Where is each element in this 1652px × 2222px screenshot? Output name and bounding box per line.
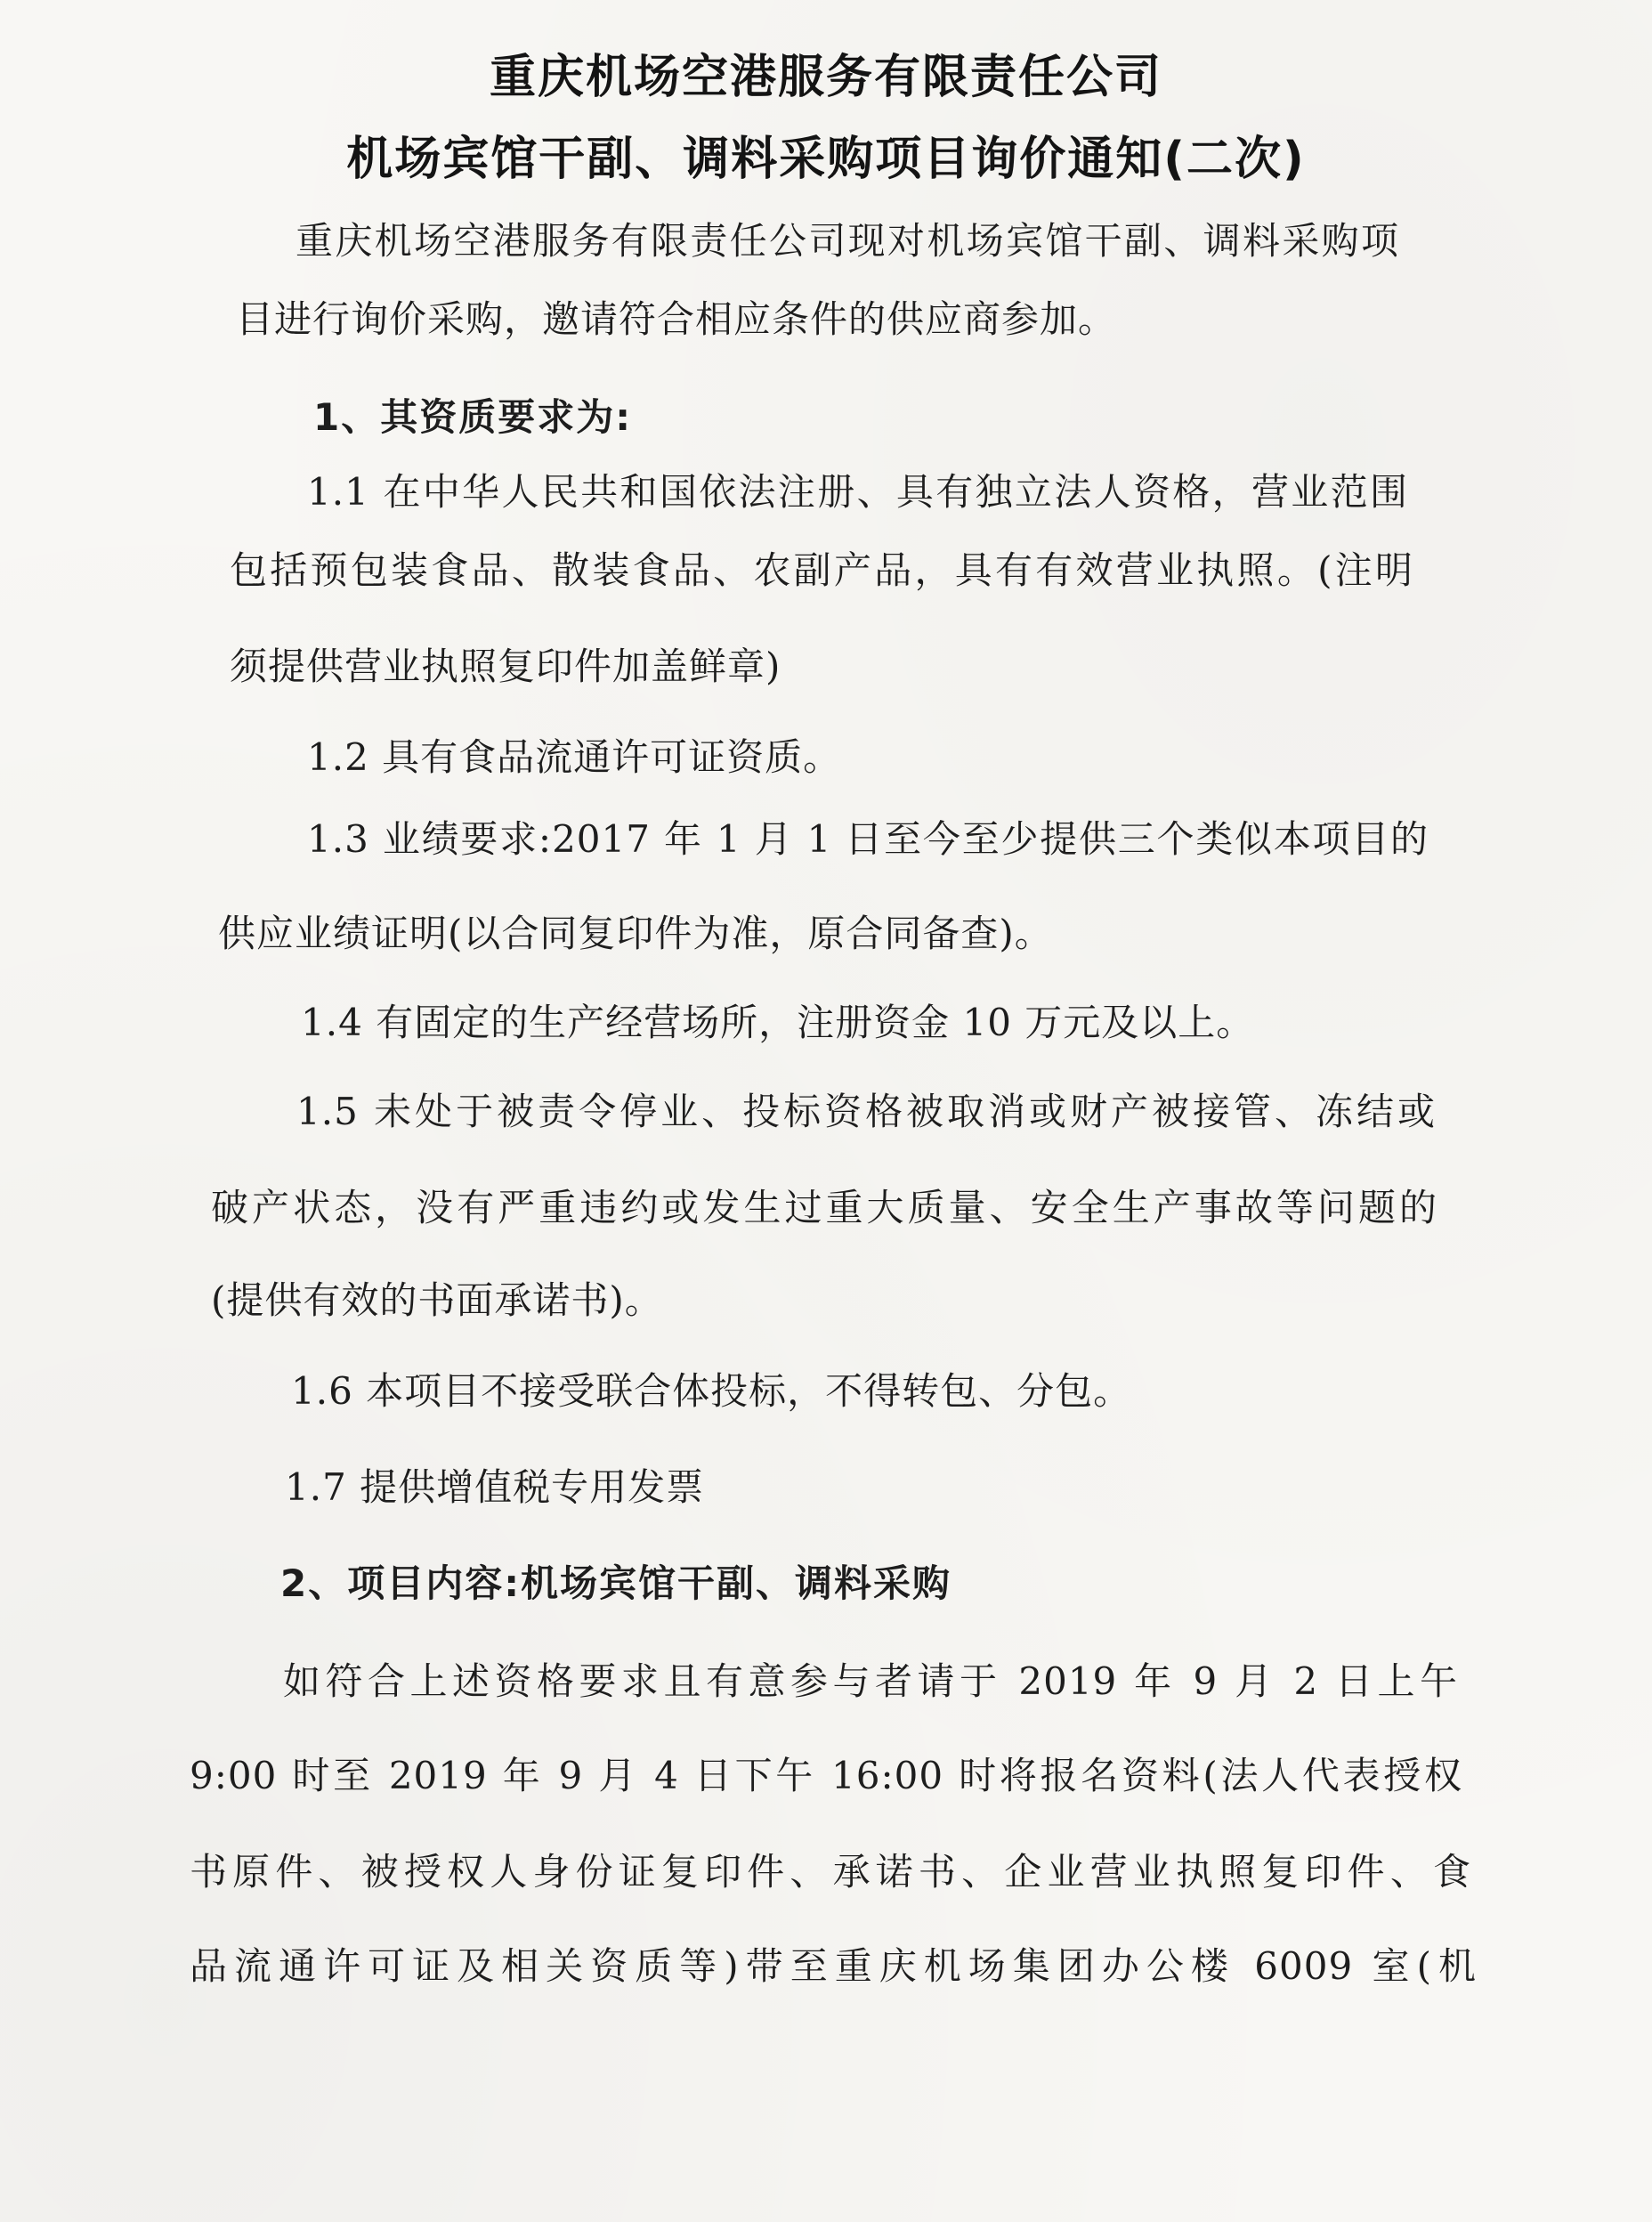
notice-title: 机场宾馆干副、调料采购项目询价通知(二次) xyxy=(346,133,1306,186)
section-2-line-2: 9:00 时至 2019 年 9 月 4 日下午 16:00 时将报名资料(法人代表授权 xyxy=(190,1754,1462,1797)
item-1-3-line-1: 1.3 业绩要求:2017 年 1 月 1 日至今至少提供三个类似本项目的 xyxy=(307,817,1429,861)
intro-line-1: 重庆机场空港服务有限责任公司现对机场宾馆干副、调料采购项 xyxy=(296,219,1399,263)
item-1-5-line-1: 1.5 未处于被责令停业、投标资格被取消或财产被接管、冻结或 xyxy=(296,1090,1436,1133)
item-1-5-line-3: (提供有效的书面承诺书)。 xyxy=(211,1278,663,1322)
item-1-2: 1.2 具有食品流通许可证资质。 xyxy=(307,735,842,779)
section-2-line-1: 如符合上述资格要求且有意参与者请于 2019 年 9 月 2 日上午 xyxy=(283,1659,1458,1703)
section-2-line-4: 品流通许可证及相关资质等)带至重庆机场集团办公楼 6009 室(机 xyxy=(190,1944,1477,1988)
company-title: 重庆机场空港服务有限责任公司 xyxy=(489,51,1162,104)
section-2-line-3: 书原件、被授权人身份证复印件、承诺书、企业营业执照复印件、食 xyxy=(190,1850,1471,1894)
item-1-5-line-2: 破产状态，没有严重违约或发生过重大质量、安全生产事故等问题的 xyxy=(211,1186,1437,1229)
item-1-1-line-3: 须提供营业执照复印件加盖鲜章) xyxy=(230,645,781,688)
item-1-6: 1.6 本项目不接受联合体投标，不得转包、分包。 xyxy=(291,1369,1132,1413)
intro-line-2: 目进行询价采购，邀请符合相应条件的供应商参加。 xyxy=(236,297,1117,341)
section-1-heading: 1、其资质要求为: xyxy=(313,395,633,439)
item-1-7: 1.7 提供增值税专用发票 xyxy=(285,1465,705,1509)
item-1-4: 1.4 有固定的生产经营场所，注册资金 10 万元及以上。 xyxy=(301,1001,1255,1044)
item-1-1-line-2: 包括预包装食品、散装食品、农副产品，具有有效营业执照。(注明 xyxy=(230,548,1413,592)
section-2-heading: 2、项目内容:机场宾馆干副、调料采购 xyxy=(280,1561,952,1605)
item-1-3-line-2: 供应业绩证明(以合同复印件为准，原合同备查)。 xyxy=(218,912,1053,955)
item-1-1-line-1: 1.1 在中华人民共和国依法注册、具有独立法人资格，营业范围 xyxy=(307,470,1408,514)
